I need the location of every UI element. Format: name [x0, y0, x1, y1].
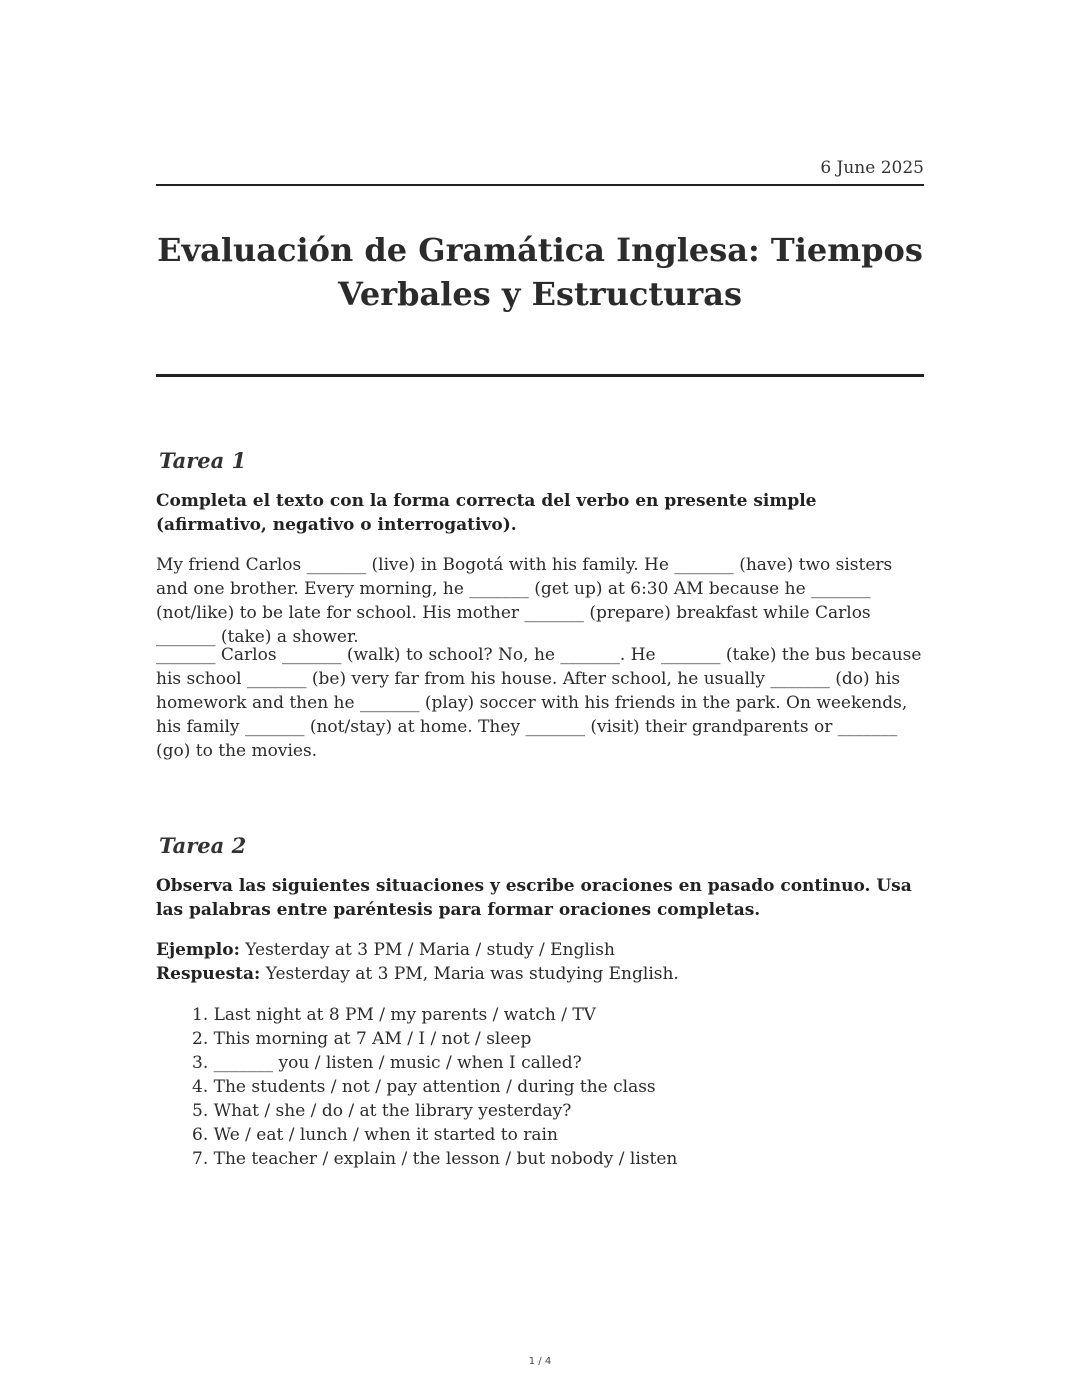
- answer-line: [156, 962, 924, 986]
- list-item: 6. We / eat / lunch / when it started to rain: [192, 1125, 558, 1145]
- answer-text: Yesterday at 3 PM, Maria was studying English.: [260, 964, 679, 984]
- document-title: Evaluación de Gramática Inglesa: Tiempos Verbales y Estructuras: [157, 231, 923, 313]
- task1-paragraph-1: My friend Carlos _______ (live) in Bogotá with his family. He _______ (have) two sisters and one brother. Every morning, he _______ (get up) at 6:30 AM because he _______ (not/like) to be late for school. His mother _______ (prepare) breakfast while Carlos _______ (take) a shower.: [156, 555, 893, 647]
- title-divider: [156, 374, 924, 377]
- task1-heading: Tarea 1: [159, 448, 247, 473]
- list-item: 5. What / she / do / at the library yesterday?: [192, 1101, 572, 1121]
- document-date: 6 June 2025: [820, 158, 924, 178]
- list-item: 1. Last night at 8 PM / my parents / watch / TV: [192, 1005, 596, 1025]
- exercise-list: [192, 1003, 677, 1171]
- list-item: 3. _______ you / listen / music / when I called?: [192, 1053, 582, 1073]
- answer-label: Respuesta:: [156, 964, 261, 984]
- header-divider: [156, 184, 924, 186]
- example-label: Ejemplo:: [156, 940, 240, 960]
- example-text: Yesterday at 3 PM / Maria / study / English: [239, 940, 615, 960]
- task1-paragraph-2: _______ Carlos _______ (walk) to school? No, he _______. He _______ (take) the bus because his school _______ (be) very far from his house. After school, he usually _______ (do) his homework and then he _______ (play) soccer with his friends in the park. On weekends, his family _______ (not/stay) at home. They _______ (visit) their grandparents or _______ (go) to the movies.: [156, 645, 922, 761]
- example-line: [156, 938, 924, 962]
- task2-instruction: Observa las siguientes situaciones y escribe oraciones en pasado continuo. Usa las palabras entre paréntesis para formar oraciones completas.: [156, 876, 912, 920]
- task2-heading: Tarea 2: [159, 833, 247, 858]
- page-number: 1 / 4: [528, 1356, 552, 1367]
- list-item: 7. The teacher / explain / the lesson / but nobody / listen: [192, 1149, 678, 1169]
- list-item: 4. The students / not / pay attention / during the class: [192, 1077, 656, 1097]
- task1-instruction: Completa el texto con la forma correcta del verbo en presente simple (afirmativo, negativo o interrogativo).: [156, 491, 817, 535]
- list-item: 2. This morning at 7 AM / I / not / sleep: [192, 1029, 532, 1049]
